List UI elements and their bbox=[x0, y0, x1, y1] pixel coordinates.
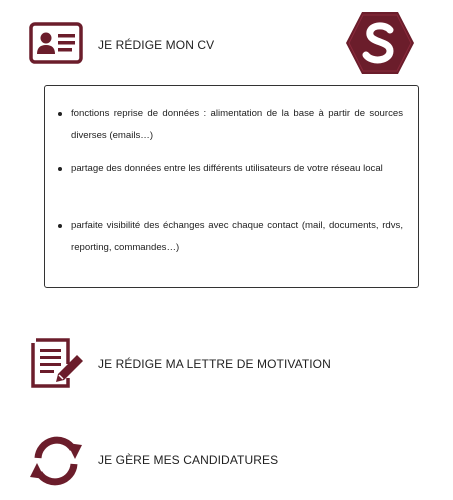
cv-section-label[interactable]: JE RÉDIGE MON CV bbox=[98, 38, 215, 52]
feature-item: partage des données entre les différents utilisateurs de votre réseau local bbox=[55, 158, 403, 180]
features-card bbox=[44, 85, 419, 288]
applications-section-label[interactable]: JE GÈRE MES CANDIDATURES bbox=[98, 453, 279, 467]
hexagon-s-logo bbox=[344, 10, 416, 76]
feature-item: parfaite visibilité des échanges avec chaque contact (mail, documents, rdvs, reporting, commandes…) bbox=[55, 215, 403, 259]
id-card-icon[interactable] bbox=[29, 22, 83, 64]
refresh-cycle-icon[interactable] bbox=[27, 432, 85, 490]
letter-section-label[interactable]: JE RÉDIGE MA LETTRE DE MOTIVATION bbox=[98, 357, 331, 371]
document-pen-icon[interactable] bbox=[28, 338, 84, 390]
feature-item: fonctions reprise de données : alimentation de la base à partir de sources diverses (emails…) bbox=[55, 103, 403, 147]
